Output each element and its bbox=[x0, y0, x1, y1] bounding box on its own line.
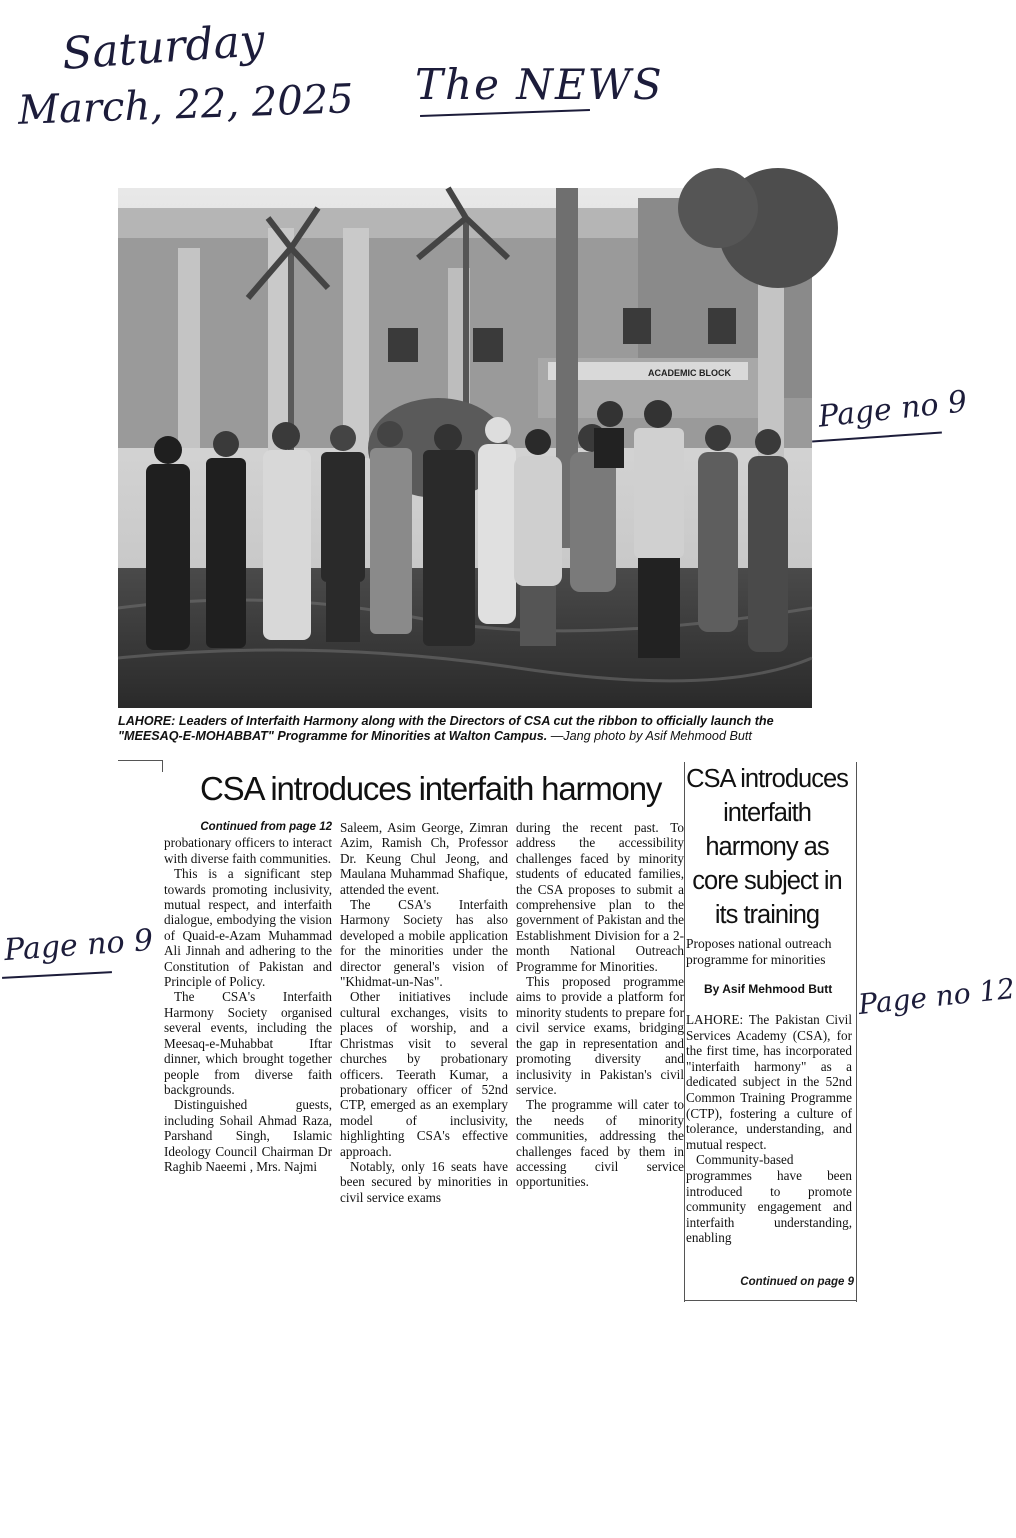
side-article-byline: By Asif Mehmood Butt bbox=[704, 982, 833, 996]
paragraph: The CSA's Interfaith Harmony Society organised several events, including the Meesaq-e-Muhabbat Iftar dinner, which brought together people from diverse faith backgrounds. bbox=[164, 989, 332, 1097]
paragraph: The programme will cater to the needs of minority communities, addressing the challenges faced by them in accessing civil service opportunities. bbox=[516, 1097, 684, 1190]
paragraph: Community-based programmes have been introduced to promote community engagement and interfaith understanding, enabling bbox=[686, 1152, 852, 1246]
paragraph: probationary officers to interact with diverse faith communities. bbox=[164, 835, 332, 866]
paragraph: Saleem, Asim George, Zimran Azim, Ramish Ch, Professor Dr. Keung Chul Jeong, and Maulana Muhammad Shafique, attended the event. bbox=[340, 820, 508, 897]
side-article-body bbox=[686, 1012, 852, 1246]
paragraph: This is a significant step towards promoting inclusivity, mutual respect, and interfaith dialogue, embodying the vision of Quaid-e-Azam Muhammad Ali Jinnah and adhering to the Constitution of Pakistan and Principle of Policy. bbox=[164, 866, 332, 990]
article-column-3 bbox=[516, 820, 684, 1190]
photo-caption bbox=[118, 714, 818, 744]
newspaper-name-underline bbox=[420, 109, 590, 117]
continued-from: Continued from page 12 bbox=[200, 821, 332, 833]
handwritten-page-label-side: Page no 12 bbox=[856, 971, 1016, 1022]
handwritten-newspaper-name: The NEWS bbox=[415, 60, 664, 109]
article-headline: CSA introduces interfaith harmony bbox=[200, 770, 662, 807]
clip-rule bbox=[684, 1300, 856, 1301]
building-sign: ACADEMIC BLOCK bbox=[648, 368, 731, 378]
article-column-2 bbox=[340, 820, 508, 1205]
clip-rule bbox=[162, 760, 163, 772]
caption-credit: —Jang photo by Asif Mehmood Butt bbox=[550, 729, 752, 743]
handwritten-page-label-photo: Page no 9 bbox=[816, 384, 969, 435]
side-article-deck: Proposes national outreach programme for minorities bbox=[686, 936, 832, 967]
paragraph: Distinguished guests, including Sohail Ahmad Raza, Parshand Singh, Islamic Ideology Council Chairman Dr Raghib Naeemi , Mrs. Najmi bbox=[164, 1097, 332, 1174]
handwritten-underline bbox=[2, 971, 112, 979]
paragraph: Notably, only 16 seats have been secured by minorities in civil service exams bbox=[340, 1158, 508, 1205]
paragraph: LAHORE: The Pakistan Civil Services Academy (CSA), for the first time, has incorporated "interfaith harmony" as a dedicated subject in the 52nd Common Training Programme (CTP), fostering a culture of tolerance, understanding, and mutual respect. bbox=[686, 1012, 852, 1152]
handwritten-date: March, 22, 2025 bbox=[17, 76, 355, 134]
clip-rule bbox=[118, 760, 162, 761]
continued-on: Continued on page 9 bbox=[740, 1276, 854, 1288]
handwritten-page-label-main: Page no 9 bbox=[2, 922, 155, 969]
news-photo bbox=[118, 188, 812, 708]
caption-text: LAHORE: Leaders of Interfaith Harmony along with the Directors of CSA cut the ribbon to officially launch the "MEESAQ-E-MOHABBAT" Programme for Minorities at Walton Campus. bbox=[118, 714, 774, 743]
paragraph: during the recent past. To address the accessibility challenges faced by minority students of educated families, the CSA proposes to submit a comprehensive plan to the government of Pakistan and the Establishment Division for a 2-month National Outreach Programme for Minorities. bbox=[516, 820, 684, 974]
article-column-1 bbox=[164, 820, 332, 1174]
column-divider bbox=[856, 762, 857, 1302]
paragraph: The CSA's Interfaith Harmony Society has also developed a mobile application for the minorities under the director general's vision of "Khidmat-un-Nas". bbox=[340, 897, 508, 990]
side-article-headline: CSA introduces interfaith harmony as core subject in its training bbox=[686, 765, 848, 929]
handwritten-day: Saturday bbox=[60, 14, 267, 81]
paragraph: Other initiatives include cultural exchanges, visits to places of worship, and a Christmas visit to several churches by probationary officers. Teerath Kumar, a probationary officer of 52nd CTP, emerged as an exemplary model of inclusivity, highlighting CSA's effective approach. bbox=[340, 989, 508, 1159]
paragraph: This proposed programme aims to provide a platform for minority students to prepare for civil service exams, bridging the gap in representation and promoting diversity and inclusivity in Pakistan's civil service. bbox=[516, 974, 684, 1097]
